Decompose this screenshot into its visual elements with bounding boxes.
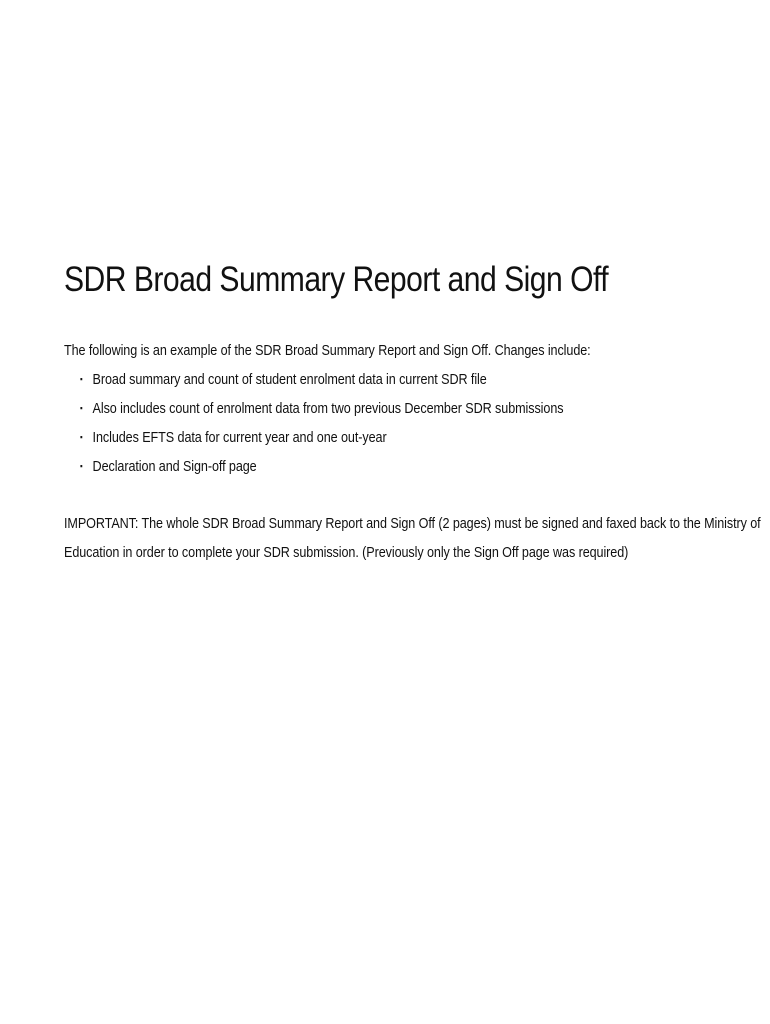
important-notice [64, 509, 761, 567]
list-item [64, 423, 610, 452]
list-item [64, 452, 610, 481]
bullet-icon: ▪ [79, 403, 83, 413]
list-item-text: Also includes count of enrolment data from two previous December SDR submissions [92, 400, 564, 417]
list-item [64, 394, 610, 423]
important-notice-line: IMPORTANT: The whole SDR Broad Summary Report and Sign Off (2 pages) must be signed and faxed back to the Ministry of [64, 515, 761, 532]
bullet-icon: ▪ [79, 461, 83, 471]
document-content [64, 256, 761, 567]
list-item-text: Broad summary and count of student enrolment data in current SDR file [92, 371, 487, 388]
bullet-icon: ▪ [79, 374, 83, 384]
list-item [64, 365, 610, 394]
page-title: SDR Broad Summary Report and Sign Off [64, 260, 609, 299]
list-item-text: Declaration and Sign-off page [92, 458, 257, 475]
changes-list [64, 365, 714, 481]
important-notice-line: Education in order to complete your SDR submission. (Previously only the Sign Off page was required) [64, 544, 629, 561]
bullet-icon: ▪ [79, 432, 83, 442]
intro-paragraph: The following is an example of the SDR Broad Summary Report and Sign Off. Changes include: [64, 342, 591, 359]
list-item-text: Includes EFTS data for current year and one out-year [92, 429, 387, 446]
